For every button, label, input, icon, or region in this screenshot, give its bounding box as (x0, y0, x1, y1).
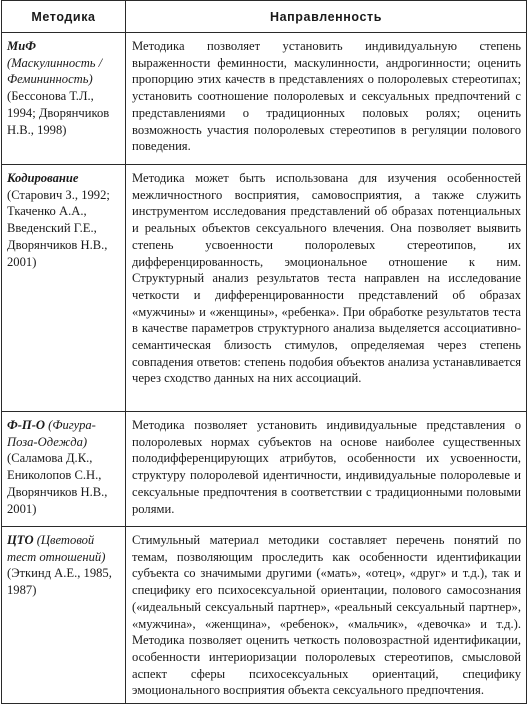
method-description: Методика позволяет установить индивидуальную степень выраженности феминности, маскулинности, андрогинности; оценить пропорцию этих качеств в представлениях о полоролевых стереотипах; установить соотношение полоролевых и сексуальных предпочтений с представлениями о традиционных половых ролях; оценить возможность участия полоролевых стереотипов в регуляции полового поведения. (126, 33, 527, 165)
method-description: Стимульный материал методики составляет перечень понятий по темам, позволяющим проследить как особенности идентификации субъекта со значимыми другими («мать», «отец», «друг» и т.д.), так и специфику его психосексуальной ориентации, полового самосознания («идеальный сексуальный партнер», «реальный сексуальный партнер», «мужчина», «женщина», «ребенок», «мальчик», «девочка» и т.д.). Методика позволяет оценить четкость половозрастной идентификации, особенности интериоризации полоролевых стереотипов, смысловой аспект сферы психосексуальных ориентаций, специфику эмоционального восприятия объекта сексуального предпочтения. (126, 527, 527, 704)
method-full-name: (Цветовой тест отношений) (7, 533, 106, 564)
method-reference: (Бессонова Т.Л., 1994; Дворянчиков Н.В., 1998) (7, 89, 110, 137)
header-method: Методика (2, 1, 126, 33)
method-name: Ф-П-О (7, 418, 45, 432)
header-direction: Направленность (126, 1, 527, 33)
method-cell (2, 412, 126, 527)
method-name: ЦТО (7, 533, 34, 547)
method-description: Методика может быть использована для изучения особенностей межличностного восприятия, самовосприятия, а также служить инструментом исследования представлений об образах потенциальных и реальных объектов сексуального влечения. Она позволяет выявить степень усвоенности полоролевых стереотипов, их дифференцированность, эмоциональное отношение к ним. Структурный анализ результатов теста направлен на исследование четкости и дифференцированности представлений об образах «мужчины» и «женщины», «ребенка». При обработке результатов теста в качестве параметров структурного анализа выделяется ассоциативно-семантическая близость стимулов, определяемая через степень совпадения ответов: степень подобия объектов анализа устанавливается через сходство данных на них ассоциаций. (126, 165, 527, 412)
method-cell (2, 33, 126, 165)
table-row (2, 527, 527, 704)
method-full-name: (Фигура-Поза-Одежда) (7, 418, 96, 449)
method-reference: (Саламова Д.К., Ениколопов С.Н., Дворянчиков Н.В., 2001) (7, 451, 108, 516)
method-reference: (Эткинд А.Е., 1985, 1987) (7, 566, 112, 598)
method-full-name: (Маскулинность / Фемининность) (7, 55, 103, 87)
table-row (2, 165, 527, 412)
method-name: Кодирование (7, 171, 79, 185)
methods-table (1, 0, 527, 704)
method-cell (2, 527, 126, 704)
method-name: МиФ (7, 39, 36, 53)
table-row (2, 412, 527, 527)
table-row (2, 33, 527, 165)
table-header-row (2, 1, 527, 33)
method-reference: (Старович З., 1992; Ткаченко А.А., Введенский Г.Е., Дворянчиков Н.В., 2001) (7, 187, 110, 269)
method-cell (2, 165, 126, 412)
method-description: Методика позволяет установить индивидуальные представления о полоролевых нормах субъектов на основе наиболее существенных полодифференцирующих атрибутов, особенности их усвоенности, структуру полоролевой идентичности, индивидуальные полоролевые и сексуальные предпочтения в соответствии с традиционными половыми ролями. (126, 412, 527, 527)
